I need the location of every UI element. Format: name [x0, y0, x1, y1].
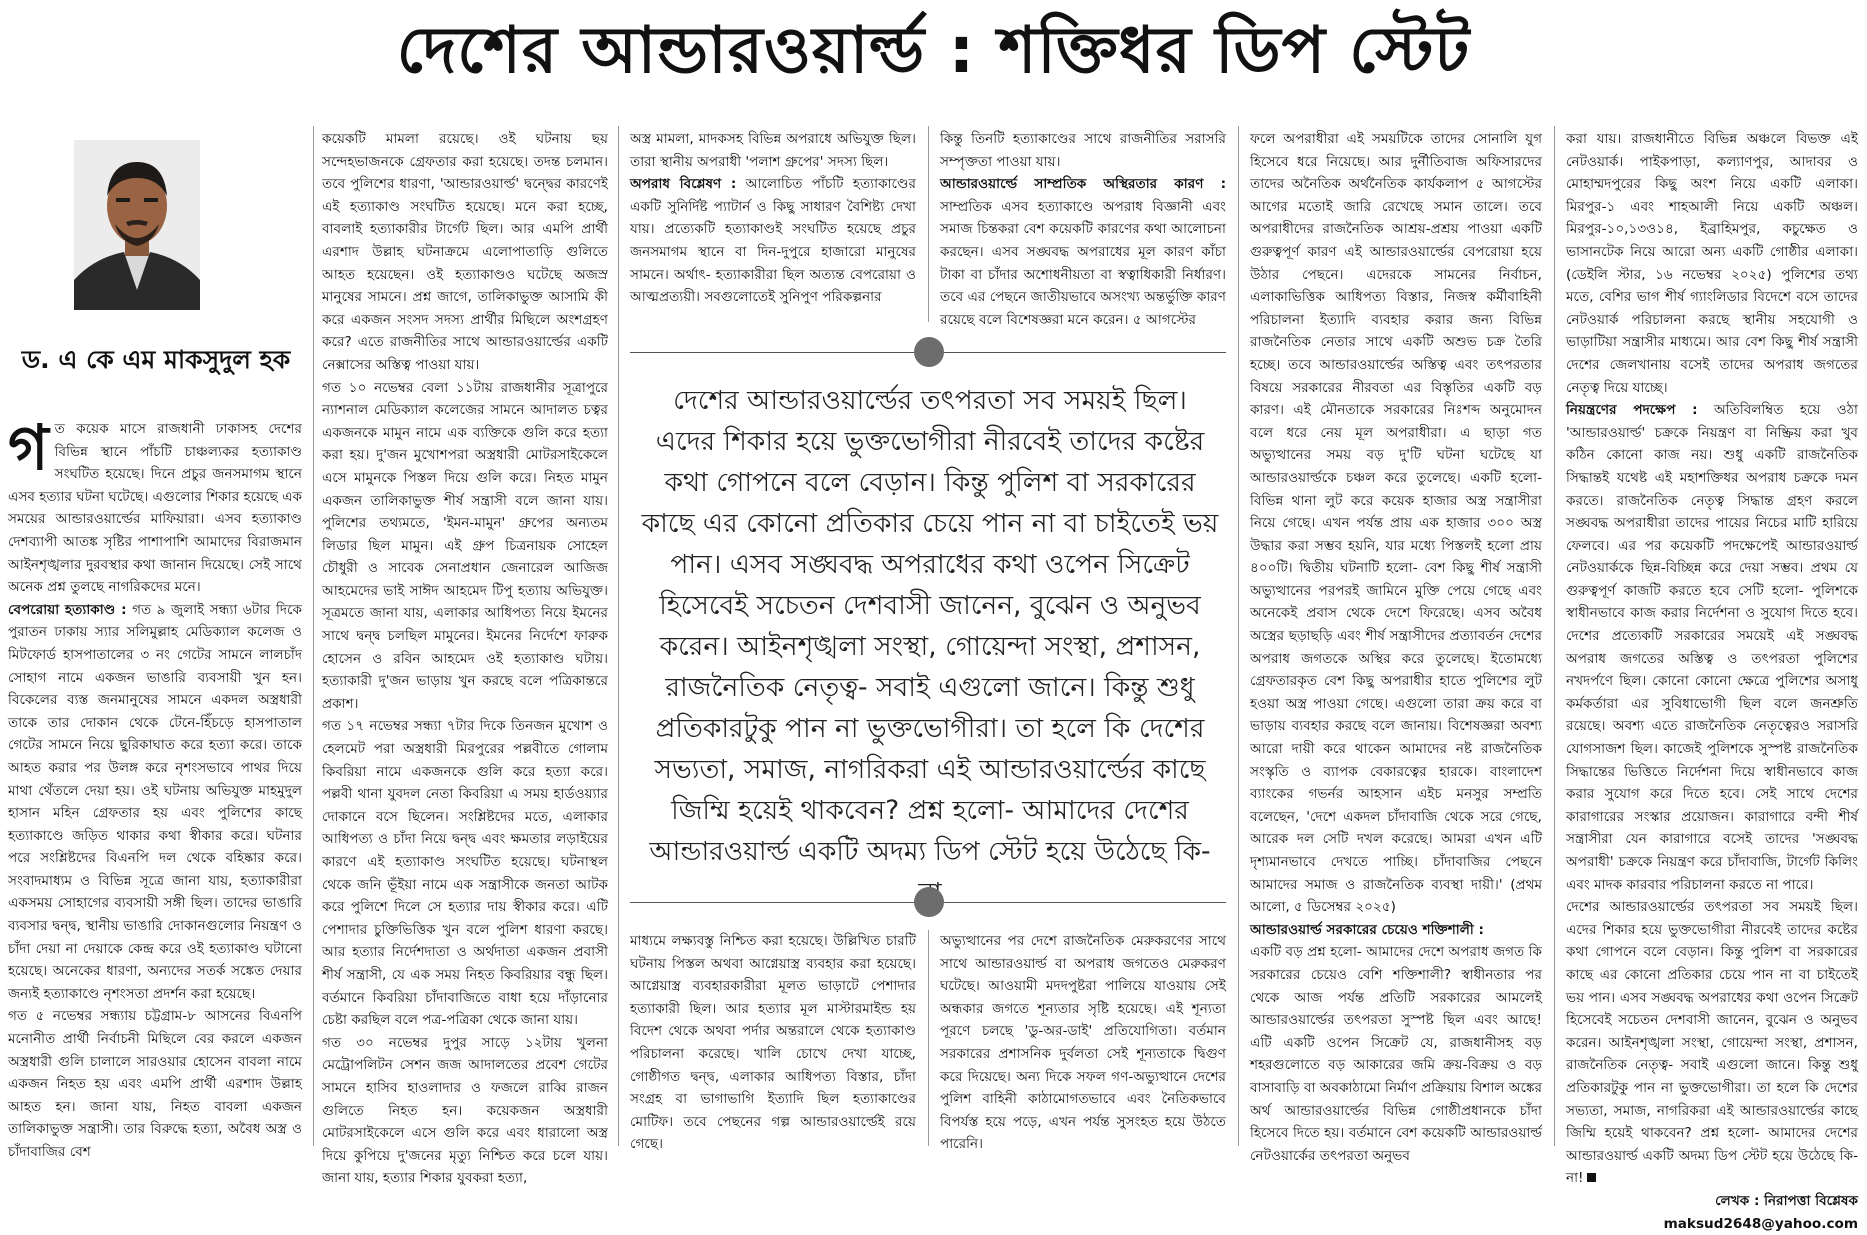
author-portrait-illustration — [74, 140, 200, 310]
paragraph-text: দেশের আন্ডারওয়ার্ল্ডের তৎপরতা সব সময়ই ছিল। এদের শিকার হয়ে ভুক্তভোগীরা নীরবেই তাদের কষ্টের কথা গোপনে বলে বেড়ান। কিন্তু পুলিশ বা সরকারের কাছে এর কোনো প্রতিকার চেয়ে পান না বা চাইতেই ভয় পান। এসব সঙ্ঘবদ্ধ অপরাধের কথা ওপেন সিক্রেট হিসেবেই সচেতন দেশবাসী জানেন, বুঝেন ও অনুভব করেন। আইনশৃঙ্খলা সংস্থা, গোয়েন্দা সংস্থা, প্রশাসন, রাজনৈতিক নেতৃত্ব- সবাই এগুলো জানে। কিন্তু শুধু প্রতিকারটুকু পান না ভুক্তভোগীরা। তা হলে কি দেশের সভ্যতা, সমাজ, নাগরিকরা এই আন্ডারওয়ার্ল্ডের কাছে জিম্মি হয়েই থাকবেন? প্রশ্ন হলো- আমাদের দেশের আন্ডারওয়ার্ল্ড একটি অদম্য ডিপ স্টেট হয়ে উঠেছে কি-না! — [1566, 899, 1858, 1186]
subheading-control-measures: নিয়ন্ত্রণের পদক্ষেপ : — [1566, 402, 1698, 418]
author-note: লেখক : নিরাপত্তা বিশ্লেষক — [1566, 1190, 1858, 1213]
pull-quote: দেশের আন্ডারওয়ার্ল্ডের তৎপরতা সব সময়ই ছিল। এদের শিকার হয়ে ভুক্তভোগীরা নীরবেই তাদের কষ্টের কথা গোপনে বলে বেড়ান। কিন্তু পুলিশ বা সরকারের কাছে এর কোনো প্রতিকার চেয়ে পান না বা চাইতেই ভয় পান। এসব সঙ্ঘবদ্ধ অপরাধের কথা ওপেন সিক্রেট হিসেবেই সচেতন দেশবাসী জানেন, বুঝেন ও অনুভব করেন। আইনশৃঙ্খলা সংস্থা, গোয়েন্দা সংস্থা, প্রশাসন, রাজনৈতিক নেতৃত্ব- সবাই এগুলো জানে। কিন্তু শুধু প্রতিকারটুকু পান না ভুক্তভোগীরা। তা হলে কি দেশের সভ্যতা, সমাজ, নাগরিকরা এই আন্ডারওয়ার্ল্ডের কাছে জিম্মি হয়েই থাকবেন? প্রশ্ন হলো- আমাদের দেশের আন্ডারওয়ার্ল্ড একটি অদম্য ডিপ স্টেট হয়ে উঠেছে কি- — [640, 380, 1220, 913]
column-3-top — [630, 128, 916, 322]
intro-text: ত কয়েক মাসে রাজধানী ঢাকাসহ দেশের বিভিন্ন স্থানে পাঁচটি চাঞ্চল্যকর হত্যাকাণ্ড সংঘটিত হয়েছে। দিনে প্রচুর জনসমাগম স্থানে এসব হত্যার ঘটনা ঘটেছে। এগুলোর শিকার হয়েছে এক সময়ের আন্ডারওয়ার্ল্ডের মাফিয়ারা। এসব হত্যাকাণ্ড দেশব্যাপী আতঙ্ক সৃষ্টির পাশাপাশি আমাদের বিরাজমান আইনশৃঙ্খলার দুরবস্থার কথা জানান দিয়েছে। সেই সাথে অনেক প্রশ্ন তুলছে নাগরিকদের মনে। — [8, 421, 302, 595]
subheading-reckless-killings: বেপরোয়া হত্যাকাণ্ড : — [8, 602, 127, 618]
column-4-top — [940, 128, 1226, 322]
paragraph: গত ৫ নভেম্বর সন্ধ্যায় চট্টগ্রাম-৮ আসনের বিএনপি মনোনীত প্রার্থী নির্বাচনী মিছিলে বের করলে একজন অস্ত্রধারী গুলি চালালে সারওয়ার হোসেন বাবলা নামে একজন নিহত হয় এবং এমপি প্রার্থী এরশাদ উল্লাহ আহত হন। জানা যায়, নিহত বাবলা একজন তালিকাভুক্ত সন্ত্রাসী। তার বিরুদ্ধে হত্যা, অবৈধ অস্ত্র ও চাঁদাবাজির বেশ — [8, 1005, 302, 1163]
paragraph: অভ্যুত্থানের পর দেশে রাজনৈতিক মেরুকরণের সাথে সাথে আন্ডারওয়ার্ল্ড বা অপরাধ জগতেও মেরুকরণ ঘটেছে। আওয়ামী মদদপুষ্টরা পালিয়ে যাওয়ায় সেই অন্ধকার জগতে শূন্যতার সৃষ্টি হয়েছে। এই শূন্যতা পূরণে চলছে 'ডু-অর-ডাই' প্রতিযোগিতা। বর্তমান সরকারের প্রশাসনিক দুর্বলতা সেই শূন্যতাকে দ্বিগুণ করে দিয়েছে। অন্য দিকে সফল গণ-অভ্যুত্থানে দেশের পুলিশ বাহিনী কাঠামোগতভাবে এবং নৈতিকভাবে বিপর্যস্ত হয়ে পড়ে, এখন পর্যন্ত সুসংহত হয়ে উঠতে পারেনি। — [940, 930, 1226, 1156]
column-divider — [313, 126, 314, 1146]
paragraph — [630, 173, 916, 309]
column-2 — [322, 128, 608, 1146]
column-divider — [1238, 126, 1239, 1146]
column-divider — [928, 126, 929, 322]
column-5 — [1250, 128, 1542, 1146]
subheading-stronger-than-government: আন্ডারওয়ার্ল্ড সরকারের চেয়েও শক্তিশালী : — [1250, 919, 1542, 942]
paragraph-text: অতিবিলম্বিত হয়ে ওঠা 'আন্ডারওয়ার্ল্ড' চক্রকে নিয়ন্ত্রণ বা নিষ্ক্রিয় করা খুব কঠিন কোনো কাজ নয়। শুধু একটি রাজনৈতিক সিদ্ধান্তই যথেষ্ট এই মহাশক্তিধর অপরাধ চক্রকে দমন করতে। রাজনৈতিক নেতৃত্ব সিদ্ধান্ত গ্রহণ করলে সঙ্ঘবদ্ধ অপরাধীরা তাদের পায়ের নিচের মাটি হারিয়ে ফেলবে। এর পর কয়েকটি পদক্ষেপেই আন্ডারওয়ার্ল্ড নেটওয়ার্ককে ছিন্ন-বিচ্ছিন্ন করে দেয়া সম্ভব। প্রথম যে গুরুত্বপূর্ণ কাজটি করতে হবে সেটি হলো- পুলিশকে স্বাধীনভাবে কাজ করার নির্দেশনা ও সুযোগ দিতে হবে। দেশের প্রত্যেকটি সরকারের সময়েই এই সঙ্ঘবদ্ধ অপরাধ জগতের অস্তিত্ব ও তৎপরতা পুলিশের নখদর্পণে ছিল। কোনো কোনো ক্ষেত্রে পুলিশের অসাধু কর্মকর্তারা এর সুবিধাভোগী ছিল বলে জনশ্রুতি রয়েছে। অবশ্য এতে রাজনৈতিক নেতৃত্বেরও সরাসরি যোগসাজশ ছিল। কাজেই পুলিশকে সুস্পষ্ট রাজনৈতিক সিদ্ধান্তের ভিত্তিতে নির্দেশনা দিয়ে স্বাধীনভাবে কাজ করার সুযোগ করে দিতে হবে। সেই সাথে দেশের কারাগারের সংস্কার প্রয়োজন। কারাগারে বন্দী শীর্ষ সন্ত্রাসীরা যেন কারাগারে বসেই তাদের 'সঙ্ঘবদ্ধ অপরাধী' চক্রকে নিয়ন্ত্রণ করে চাঁদাবাজি, টার্গেট কিলিং এবং মাদক কারবার পরিচালনা করতে না পারে। — [1566, 402, 1858, 892]
author-byline: ড. এ কে এম মাকসুদুল হক — [6, 340, 306, 383]
end-mark-icon — [1587, 1173, 1596, 1182]
paragraph: কিন্তু তিনটি হত্যাকাণ্ডের সাথে রাজনীতির সরাসরি সম্পৃক্ততা পাওয়া যায়। — [940, 128, 1226, 173]
paragraph-text: সাম্প্রতিক এসব হত্যাকাণ্ডে অপরাধ বিজ্ঞানী এবং সমাজ চিন্তকরা বেশ কয়েকটি কারণের কথা আলোচনা করছেন। এসব সঙ্ঘবদ্ধ অপরাধের মূল কারণ কাঁচা টাকা বা চাঁদার অশোধনীয়তা বা স্বত্বাধিকারী নির্ধারণ। তবে এর পেছনে জাতীয়ভাবে অসংখ্য অন্তর্ভুক্তি কারণ রয়েছে বলে বিশেষজ্ঞরা মনে করেন। ৫ আগস্টের — [940, 199, 1226, 328]
paragraph-text: গত ৯ জুলাই সন্ধ্যা ৬টার দিকে পুরাতন ঢাকায় স্যার সলিমুল্লাহ মেডিক্যাল কলেজ ও মিটফোর্ড হাসপাতালের ৩ নং গেটের সামনে লালচাঁদ সোহাগ নামে একজন ভাঙারি ব্যবসায়ী খুন হন। বিকেলের ব্যস্ত জনমানুষের সামনে একদল অস্ত্রধারী তাকে তার দোকান থেকে টেনে-হিঁচড়ে হাসপাতাল গেটের সামনে নিয়ে ছুরিকাঘাত করে হত্যা করে। তাকে আহত করার পর উলঙ্গ করে নৃশংসভাবে পাথর দিয়ে মাথা থেঁতলে দেয়া হয়। ওই ঘটনায় অভিযুক্ত মাহমুদুল হাসান মহিন গ্রেফতার হয় এবং পুলিশের কাছে হত্যাকাণ্ডে জড়িত থাকার কথা স্বীকার করে। ঘটনার পরে সংশ্লিষ্টদের বিএনপি দল থেকে বহিষ্কার করে। সংবাদমাধ্যম ও বিভিন্ন সূত্রে জানা যায়, হত্যাকারীরা একসময় সোহাগের ব্যবসায়ী সঙ্গী ছিল। তাদের ভাঙারি ব্যবসার দ্বন্দ্ব, স্থানীয় ভাঙারি দোকানগুলোর নিয়ন্ত্রণ ও চাঁদা দেয়া না দেয়াকে কেন্দ্র করে ওই হত্যাকাণ্ড ঘটানো হয়েছে। অনেকের ধারণা, অন্যদের সতর্ক সঙ্কেত দেয়ার জন্যই হত্যাকাণ্ডে নৃশংসতা প্রদর্শন করা হয়েছে। — [8, 602, 302, 1002]
subheading-crime-analysis: অপরাধ বিশ্লেষণ : — [630, 176, 736, 192]
column-1 — [8, 418, 302, 1146]
intro-paragraph — [8, 418, 302, 599]
paragraph: অস্ত্র মামলা, মাদকসহ বিভিন্ন অপরাধে অভিযুক্ত ছিল। তারা স্থানীয় অপরাধী 'পলাশ গ্রুপের' সদস্য ছিল। — [630, 128, 916, 173]
paragraph: মাধ্যমে লক্ষ্যবস্তু নিশ্চিত করা হয়েছে। উল্লিখিত চারটি ঘটনায় পিস্তল অথবা আগ্নেয়াস্ত্র ব্যবহার করা হয়েছে। আগ্নেয়াস্ত্র ব্যবহারকারীরা মূলত ভাড়াটে পেশাদার হত্যাকারী ছিল। আর হত্যার মূল মাস্টারমাইন্ড হয় বিদেশ থেকে অথবা পর্দার অন্তরালে থেকে হত্যাকাণ্ড পরিচালনা করেছে। খালি চোখে দেখা যাচ্ছে, গোষ্ঠীগত দ্বন্দ্ব, এলাকার আধিপত্য বিস্তার, চাঁদা সংগ্রহ বা ভাগাভাগি ইত্যাদি ছিল হত্যাকাণ্ডের মোটিফ। তবে পেছনের গল্প আন্ডারওয়ার্ল্ডেই রয়ে গেছে। — [630, 930, 916, 1156]
column-4-bottom — [940, 930, 1226, 1146]
pullquote-ornament-top — [914, 337, 944, 367]
column-6 — [1566, 128, 1858, 1146]
paragraph: কয়েকটি মামলা রয়েছে। ওই ঘটনায় ছয় সন্দেহভাজনকে গ্রেফতার করা হয়েছে। তদন্ত চলমান। তবে পুলিশের ধারণা, 'আন্ডারওয়ার্ল্ড' দ্বন্দ্বের কারণেই এই হত্যাকাণ্ড সংঘটিত হয়েছে। মনে করা হচ্ছে, বাবলাই হত্যাকারীর টার্গেট ছিল। আর এমপি প্রার্থী এরশাদ উল্লাহ ঘটনাক্রমে এলোপাতাড়ি গুলিতে আহত হয়েছেন। ওই হত্যাকাণ্ডও ঘটেছে অজস্র মানুষের সামনে। প্রশ্ন জাগে, তালিকাভুক্ত আসামি কী করে একজন সংসদ সদস্য প্রার্থীর মিছিলে অংশগ্রহণ করে? এতে রাজনীতির সাথে আন্ডারওয়ার্ল্ডের একটি নেক্সাসের অস্তিত্ব পাওয়া যায়। — [322, 128, 608, 377]
paragraph: গত ১০ নভেম্বর বেলা ১১টায় রাজধানীর সূত্রাপুরে ন্যাশনাল মেডিক্যাল কলেজের সামনে আদালত চত্বর একজনকে মামুন নামে এক ব্যক্তিকে গুলি করে হত্যা করা হয়। দু'জন মুখোশপরা অস্ত্রধারী মোটরসাইকেলে এসে মামুনকে পিস্তল দিয়ে গুলি করে। নিহত মামুন একজন তালিকাভুক্ত শীর্ষ সন্ত্রাসী বলে জানা যায়। পুলিশের তথ্যমতে, 'ইমন-মামুন' গ্রুপের অন্যতম লিডার ছিল মামুন। এই গ্রুপ চিত্রনায়ক সোহেল চৌধুরী ও সাবেক সেনাপ্রধান জেনারেল আজিজ আহমেদের ভাই সাঈদ আহমেদ টিপু হত্যায় অভিযুক্ত। সূত্রমতে জানা যায়, এলাকার আধিপত্য নিয়ে ইমনের সাথে দ্বন্দ্ব চলছিল মামুনের। ইমনের নির্দেশে ফারুক হোসেন ও রবিন আহমেদ ওই হত্যাকাণ্ড ঘটায়। হত্যাকারী দু'জন ভাড়ায় খুন করছে বলে পত্রিকান্তরে প্রকাশ। — [322, 377, 608, 716]
column-divider — [618, 126, 619, 1146]
pullquote-ornament-bottom — [914, 887, 944, 917]
paragraph: একটি বড় প্রশ্ন হলো- আমাদের দেশে অপরাধ জগত কি সরকারের চেয়েও বেশি শক্তিশালী? স্বাধীনতার পর থেকে আজ পর্যন্ত প্রতিটি সরকারের আমলেই আন্ডারওয়ার্ল্ডের তৎপরতা সুস্পষ্ট ছিল এবং আছে! এটি একটি ওপেন সিক্রেট যে, রাজধানীসহ বড় শহরগুলোতে বড় আকারের জমি ক্রয়-বিক্রয় ও বড় বাসাবাড়ি বা অবকাঠামো নির্মাণ প্রক্রিয়ায় বিশাল অঙ্কের অর্থ আন্ডারওয়ার্ল্ডের বিভিন্ন গোষ্ঠীপ্রধানকে চাঁদা হিসেবে দিতে হয়। বর্তমানে বেশ কয়েকটি আন্ডারওয়ার্ল্ড নেটওয়ার্কের তৎপরতা অনুভব — [1250, 941, 1542, 1167]
paragraph-text: আলোচিত পাঁচটি হত্যাকাণ্ডের একটি সুনির্দিষ্ট প্যাটার্ন ও কিছু সাধারণ বৈশিষ্ট্য দেখা যায়। প্রত্যেকটি হত্যাকাণ্ডই সংঘটিত হয়েছে প্রচুর জনসমাগম স্থানে বা দিন-দুপুরে হাজারো মানুষের সামনে। অর্থাৎ- হত্যাকারীরা ছিল অত্যন্ত বেপরোয়া ও আত্মপ্রত্যয়ী। সবগুলোতেই সুনিপুণ পরিকল্পনার — [630, 176, 916, 305]
column-divider — [1554, 126, 1555, 1146]
paragraph — [8, 599, 302, 1006]
author-portrait — [74, 140, 200, 310]
paragraph: ফলে অপরাধীরা এই সময়টিকে তাদের সোনালি যুগ হিসেবে ধরে নিয়েছে। আর দুর্নীতিবাজ অফিসারদের তাদের অনৈতিক অর্থনৈতিক কার্যকলাপ ৫ আগস্টের আগের মতোই জারি রেখেছে সমান তালে। তবে অপরাধীদের রাজনৈতিক আশ্রয়-প্রশ্রয় পাওয়া একটি গুরুত্বপূর্ণ কারণ এই আন্ডারওয়ার্ল্ডের বেপরোয়া হয়ে উঠার পেছনে। এদেরকে সামনের নির্বাচন, এলাকাভিত্তিক আধিপত্য বিস্তার, নিজস্ব কর্মীবাহিনী পরিচালনা ইত্যাদি ব্যবহার করার জন্য বিভিন্ন রাজনৈতিক নেতার সাথে একটি অশুভ চক্র তৈরি হচ্ছে। তবে আন্ডারওয়ার্ল্ডের অস্তিত্ব এবং তৎপরতার বিষয়ে সরকারের নীরবতা এর বিস্তৃতির একটি বড় কারণ। এই মৌনতাকে সরকারের নিঃশব্দ অনুমোদন বলে ধরে নেয় মূল অপরাধীরা। এ ছাড়া গত অভ্যুত্থানের সময় বড় দু'টি ঘটনা ঘটেছে যা আন্ডারওয়ার্ল্ডকে চঞ্চল করে তুলেছে। একটি হলো- বিভিন্ন থানা লুট করে কয়েক হাজার অস্ত্র সন্ত্রাসীরা নিয়ে গেছে। এখন পর্যন্ত প্রায় এক হাজার ৩০০ অস্ত্র উদ্ধার করা সম্ভব হয়নি, যার মধ্যে পিস্তলই হলো প্রায় ৪০০টি। দ্বিতীয় ঘটনাটি হলো- বেশ কিছু শীর্ষ সন্ত্রাসী অভ্যুত্থানের পরপরই জামিনে মুক্তি পেয়ে গেছে এবং অনেকেই প্রবাস থেকে দেশে ফিরেছে। এসব অবৈধ অস্ত্রের ছড়াছড়ি এবং শীর্ষ সন্ত্রাসীদের প্রত্যাবর্তন দেশের অপরাধ জগতকে অস্থির করে তুলেছে। ইতোমধ্যে গ্রেফতারকৃত বেশ কিছু অপরাধীর হাতে পুলিশের লুট হওয়া অস্ত্র পাওয়া গেছে। এগুলো তারা ক্রয় করে বা ভাড়ায় ব্যবহার করছে বলে জানায়। বিশেষজ্ঞরা অবশ্য আরো দায়ী করে থাকেন আমাদের নষ্ট রাজনৈতিক সংস্কৃতি ও ব্যাপক বেকারত্বের হারকে। বাংলাদেশ ব্যাংকের গভর্নর আহসান এইচ মনসুর সম্প্রতি বলেছেন, 'দেশে একদল চাঁদাবাজি থেকে সরে গেছে, আরেক দল সেটি দখল করেছে। আমরা এখন এটি দৃশ্যমানভাবে দেখতে পাচ্ছি। চাঁদাবাজির পেছনে আমাদের সমাজ ও রাজনৈতিক ব্যবস্থা দায়ী।' (প্রথম আলো, ৫ ডিসেম্বর ২০২৫) — [1250, 128, 1542, 919]
author-email: maksud2648@yahoo.com — [1566, 1213, 1858, 1235]
column-3-bottom — [630, 930, 916, 1146]
paragraph — [1566, 896, 1858, 1190]
paragraph: গত ৩০ নভেম্বর দুপুর সাড়ে ১২টায় খুলনা মেট্রোপলিটন সেশন জজ আদালতের প্রবেশ গেটের সামনে হাসিব হাওলাদার ও ফজলে রাব্বি রাজন গুলিতে নিহত হন। কয়েকজন অস্ত্রধারী মোটরসাইকেলে এসে গুলি করে এবং ধারালো অস্ত্র দিয়ে কুপিয়ে দু'জনের মৃত্যু নিশ্চিত করে চলে যায়। জানা যায়, হত্যার শিকার যুবকরা হত্যা, — [322, 1032, 608, 1190]
column-divider — [928, 930, 929, 1146]
paragraph: করা যায়। রাজধানীতে বিভিন্ন অঞ্চলে বিভক্ত এই নেটওয়ার্ক। পাইকপাড়া, কল্যাণপুর, আদাবর ও মোহাম্মদপুরের কিছু অংশ নিয়ে একটি এলাকা। মিরপুর-১ এবং শাহআলী নিয়ে একটি অঞ্চল। মিরপুর-১০,১৩ও১৪, ইব্রাহিমপুর, কচুক্ষেত ও ভাসানটেক নিয়ে আরো অন্য একটি গোষ্ঠীর এলাকা। (ডেইলি স্টার, ১৬ নভেম্বর ২০২৫) পুলিশের তথ্য মতে, বেশির ভাগ শীর্ষ গ্যাংলিডার বিদেশে বসে তাদের নেটওয়ার্ক পরিচালনা করছে স্থানীয় সহযোগী ও ভাড়াটিয়া সন্ত্রাসীর মাধ্যমে। আর বেশ কিছু শীর্ষ সন্ত্রাসী দেশের জেলখানায় বসেই তাদের অপরাধ জগতের নেতৃত্ব দিয়ে যাচ্ছে। — [1566, 128, 1858, 399]
drop-cap: গ — [8, 420, 49, 476]
paragraph: গত ১৭ নভেম্বর সন্ধ্যা ৭টার দিকে তিনজন মুখোশ ও হেলমেট পরা অস্ত্রধারী মিরপুরের পল্লবীতে গোলাম কিবরিয়া নামে একজনকে গুলি করে হত্যা করে। পল্লবী থানা যুবদল নেতা কিবরিয়া এ সময় হার্ডওয়্যার দোকানে বসে ছিলেন। সংশ্লিষ্টদের মতে, এলাকার আধিপত্য ও চাঁদা নিয়ে দ্বন্দ্ব এবং ক্ষমতার লড়াইয়ের কারণে এই হত্যাকাণ্ড সংঘটিত হয়েছে। ঘটনাস্থল থেকে জনি ভূঁইয়া নামে এক সন্ত্রাসীকে জনতা আটক করে পুলিশে দিলে সে হত্যার দায় স্বীকার করে। এটি পেশাদার চুক্তিভিত্তিক খুন বলে পুলিশ ধারণা করছে। আর হত্যার নির্দেশদাতা ও অর্থদাতা একজন প্রবাসী শীর্ষ সন্ত্রাসী, যে এক সময় নিহত কিবরিয়ার বন্ধু ছিল। বর্তমানে কিবরিয়া চাঁদাবাজিতে বাধা হয়ে দাঁড়ানোর চেষ্টা করছিল বলে পত্র-পত্রিকা থেকে জানা যায়। — [322, 715, 608, 1031]
paragraph — [940, 173, 1226, 331]
paragraph — [1566, 399, 1858, 896]
subheading-recent-unrest: আন্ডারওয়ার্ল্ডে সাম্প্রতিক অস্থিরতার কারণ : — [940, 176, 1226, 192]
article-headline: দেশের আন্ডারওয়ার্ল্ড : শক্তিধর ডিপ স্টেট — [0, 8, 1867, 94]
